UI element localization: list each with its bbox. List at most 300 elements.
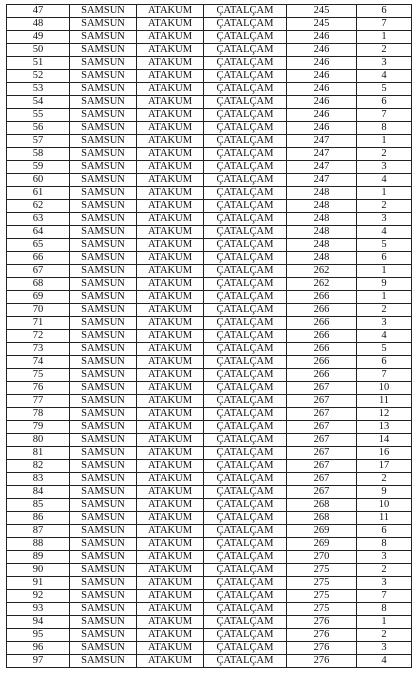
province-cell: SAMSUN xyxy=(70,122,137,135)
row-number-cell: 61 xyxy=(7,187,70,200)
district-cell: ATAKUM xyxy=(137,343,204,356)
neighborhood-cell: ÇATALÇAM xyxy=(204,564,287,577)
row-number-cell: 66 xyxy=(7,252,70,265)
parcel-number-cell: 2 xyxy=(357,44,412,57)
province-cell: SAMSUN xyxy=(70,616,137,629)
table-row xyxy=(7,109,412,122)
district-cell: ATAKUM xyxy=(137,460,204,473)
district-cell: ATAKUM xyxy=(137,486,204,499)
province-cell: SAMSUN xyxy=(70,434,137,447)
parcel-number-cell: 1 xyxy=(357,291,412,304)
neighborhood-cell: ÇATALÇAM xyxy=(204,577,287,590)
parcel-number-cell: 9 xyxy=(357,486,412,499)
row-number-cell: 95 xyxy=(7,629,70,642)
district-cell: ATAKUM xyxy=(137,616,204,629)
parcel-number-cell: 16 xyxy=(357,447,412,460)
table-row xyxy=(7,213,412,226)
table-row xyxy=(7,265,412,278)
parcel-number-cell: 5 xyxy=(357,83,412,96)
parcel-number-cell: 11 xyxy=(357,512,412,525)
row-number-cell: 75 xyxy=(7,369,70,382)
table-row xyxy=(7,330,412,343)
neighborhood-cell: ÇATALÇAM xyxy=(204,265,287,278)
district-cell: ATAKUM xyxy=(137,629,204,642)
district-cell: ATAKUM xyxy=(137,421,204,434)
province-cell: SAMSUN xyxy=(70,551,137,564)
province-cell: SAMSUN xyxy=(70,278,137,291)
block-number-cell: 267 xyxy=(287,421,357,434)
neighborhood-cell: ÇATALÇAM xyxy=(204,330,287,343)
province-cell: SAMSUN xyxy=(70,174,137,187)
parcel-number-cell: 5 xyxy=(357,239,412,252)
parcel-number-cell: 10 xyxy=(357,499,412,512)
row-number-cell: 76 xyxy=(7,382,70,395)
district-cell: ATAKUM xyxy=(137,317,204,330)
neighborhood-cell: ÇATALÇAM xyxy=(204,343,287,356)
block-number-cell: 267 xyxy=(287,395,357,408)
neighborhood-cell: ÇATALÇAM xyxy=(204,18,287,31)
district-cell: ATAKUM xyxy=(137,538,204,551)
parcel-table xyxy=(6,4,412,668)
parcel-number-cell: 10 xyxy=(357,382,412,395)
block-number-cell: 246 xyxy=(287,122,357,135)
parcel-list-sheet xyxy=(6,4,411,668)
district-cell: ATAKUM xyxy=(137,187,204,200)
row-number-cell: 87 xyxy=(7,525,70,538)
parcel-number-cell: 5 xyxy=(357,343,412,356)
table-row xyxy=(7,395,412,408)
block-number-cell: 246 xyxy=(287,57,357,70)
table-row xyxy=(7,460,412,473)
block-number-cell: 269 xyxy=(287,538,357,551)
block-number-cell: 266 xyxy=(287,343,357,356)
province-cell: SAMSUN xyxy=(70,291,137,304)
province-cell: SAMSUN xyxy=(70,343,137,356)
province-cell: SAMSUN xyxy=(70,96,137,109)
row-number-cell: 63 xyxy=(7,213,70,226)
neighborhood-cell: ÇATALÇAM xyxy=(204,408,287,421)
district-cell: ATAKUM xyxy=(137,655,204,668)
block-number-cell: 247 xyxy=(287,174,357,187)
district-cell: ATAKUM xyxy=(137,200,204,213)
district-cell: ATAKUM xyxy=(137,44,204,57)
parcel-number-cell: 3 xyxy=(357,57,412,70)
row-number-cell: 55 xyxy=(7,109,70,122)
province-cell: SAMSUN xyxy=(70,330,137,343)
province-cell: SAMSUN xyxy=(70,200,137,213)
parcel-number-cell: 2 xyxy=(357,629,412,642)
neighborhood-cell: ÇATALÇAM xyxy=(204,148,287,161)
table-row xyxy=(7,70,412,83)
block-number-cell: 269 xyxy=(287,525,357,538)
row-number-cell: 85 xyxy=(7,499,70,512)
block-number-cell: 275 xyxy=(287,577,357,590)
block-number-cell: 246 xyxy=(287,70,357,83)
district-cell: ATAKUM xyxy=(137,122,204,135)
neighborhood-cell: ÇATALÇAM xyxy=(204,187,287,200)
table-row xyxy=(7,18,412,31)
parcel-number-cell: 3 xyxy=(357,317,412,330)
parcel-number-cell: 3 xyxy=(357,161,412,174)
table-row xyxy=(7,343,412,356)
province-cell: SAMSUN xyxy=(70,447,137,460)
block-number-cell: 267 xyxy=(287,460,357,473)
neighborhood-cell: ÇATALÇAM xyxy=(204,382,287,395)
row-number-cell: 47 xyxy=(7,5,70,18)
neighborhood-cell: ÇATALÇAM xyxy=(204,252,287,265)
district-cell: ATAKUM xyxy=(137,382,204,395)
district-cell: ATAKUM xyxy=(137,109,204,122)
district-cell: ATAKUM xyxy=(137,96,204,109)
district-cell: ATAKUM xyxy=(137,83,204,96)
neighborhood-cell: ÇATALÇAM xyxy=(204,447,287,460)
neighborhood-cell: ÇATALÇAM xyxy=(204,135,287,148)
parcel-number-cell: 11 xyxy=(357,395,412,408)
neighborhood-cell: ÇATALÇAM xyxy=(204,629,287,642)
district-cell: ATAKUM xyxy=(137,577,204,590)
block-number-cell: 262 xyxy=(287,265,357,278)
table-row xyxy=(7,434,412,447)
district-cell: ATAKUM xyxy=(137,330,204,343)
neighborhood-cell: ÇATALÇAM xyxy=(204,57,287,70)
table-row xyxy=(7,96,412,109)
row-number-cell: 59 xyxy=(7,161,70,174)
row-number-cell: 54 xyxy=(7,96,70,109)
table-row xyxy=(7,590,412,603)
table-row xyxy=(7,83,412,96)
district-cell: ATAKUM xyxy=(137,18,204,31)
block-number-cell: 246 xyxy=(287,109,357,122)
province-cell: SAMSUN xyxy=(70,239,137,252)
district-cell: ATAKUM xyxy=(137,395,204,408)
province-cell: SAMSUN xyxy=(70,460,137,473)
province-cell: SAMSUN xyxy=(70,577,137,590)
province-cell: SAMSUN xyxy=(70,642,137,655)
neighborhood-cell: ÇATALÇAM xyxy=(204,434,287,447)
parcel-number-cell: 4 xyxy=(357,174,412,187)
table-row xyxy=(7,382,412,395)
parcel-number-cell: 2 xyxy=(357,304,412,317)
neighborhood-cell: ÇATALÇAM xyxy=(204,174,287,187)
row-number-cell: 68 xyxy=(7,278,70,291)
parcel-number-cell: 7 xyxy=(357,109,412,122)
province-cell: SAMSUN xyxy=(70,44,137,57)
block-number-cell: 267 xyxy=(287,382,357,395)
table-row xyxy=(7,174,412,187)
row-number-cell: 56 xyxy=(7,122,70,135)
table-row xyxy=(7,239,412,252)
table-row xyxy=(7,161,412,174)
block-number-cell: 247 xyxy=(287,148,357,161)
table-row xyxy=(7,252,412,265)
table-row xyxy=(7,44,412,57)
neighborhood-cell: ÇATALÇAM xyxy=(204,642,287,655)
neighborhood-cell: ÇATALÇAM xyxy=(204,96,287,109)
neighborhood-cell: ÇATALÇAM xyxy=(204,499,287,512)
province-cell: SAMSUN xyxy=(70,57,137,70)
district-cell: ATAKUM xyxy=(137,369,204,382)
province-cell: SAMSUN xyxy=(70,421,137,434)
parcel-number-cell: 17 xyxy=(357,460,412,473)
block-number-cell: 266 xyxy=(287,330,357,343)
parcel-number-cell: 2 xyxy=(357,148,412,161)
row-number-cell: 91 xyxy=(7,577,70,590)
row-number-cell: 84 xyxy=(7,486,70,499)
parcel-number-cell: 3 xyxy=(357,642,412,655)
district-cell: ATAKUM xyxy=(137,161,204,174)
neighborhood-cell: ÇATALÇAM xyxy=(204,460,287,473)
parcel-number-cell: 1 xyxy=(357,265,412,278)
district-cell: ATAKUM xyxy=(137,590,204,603)
neighborhood-cell: ÇATALÇAM xyxy=(204,161,287,174)
neighborhood-cell: ÇATALÇAM xyxy=(204,5,287,18)
block-number-cell: 275 xyxy=(287,603,357,616)
neighborhood-cell: ÇATALÇAM xyxy=(204,356,287,369)
neighborhood-cell: ÇATALÇAM xyxy=(204,421,287,434)
table-row xyxy=(7,148,412,161)
neighborhood-cell: ÇATALÇAM xyxy=(204,83,287,96)
table-row xyxy=(7,616,412,629)
neighborhood-cell: ÇATALÇAM xyxy=(204,525,287,538)
province-cell: SAMSUN xyxy=(70,356,137,369)
table-row xyxy=(7,135,412,148)
row-number-cell: 88 xyxy=(7,538,70,551)
province-cell: SAMSUN xyxy=(70,70,137,83)
neighborhood-cell: ÇATALÇAM xyxy=(204,590,287,603)
table-row xyxy=(7,447,412,460)
neighborhood-cell: ÇATALÇAM xyxy=(204,486,287,499)
parcel-number-cell: 3 xyxy=(357,551,412,564)
province-cell: SAMSUN xyxy=(70,226,137,239)
parcel-number-cell: 2 xyxy=(357,473,412,486)
block-number-cell: 248 xyxy=(287,252,357,265)
neighborhood-cell: ÇATALÇAM xyxy=(204,616,287,629)
neighborhood-cell: ÇATALÇAM xyxy=(204,109,287,122)
table-row xyxy=(7,525,412,538)
parcel-number-cell: 1 xyxy=(357,616,412,629)
row-number-cell: 93 xyxy=(7,603,70,616)
province-cell: SAMSUN xyxy=(70,408,137,421)
row-number-cell: 82 xyxy=(7,460,70,473)
district-cell: ATAKUM xyxy=(137,525,204,538)
province-cell: SAMSUN xyxy=(70,395,137,408)
parcel-number-cell: 1 xyxy=(357,187,412,200)
province-cell: SAMSUN xyxy=(70,603,137,616)
neighborhood-cell: ÇATALÇAM xyxy=(204,551,287,564)
parcel-number-cell: 8 xyxy=(357,603,412,616)
row-number-cell: 77 xyxy=(7,395,70,408)
parcel-number-cell: 7 xyxy=(357,18,412,31)
table-row xyxy=(7,291,412,304)
neighborhood-cell: ÇATALÇAM xyxy=(204,603,287,616)
neighborhood-cell: ÇATALÇAM xyxy=(204,291,287,304)
block-number-cell: 276 xyxy=(287,629,357,642)
province-cell: SAMSUN xyxy=(70,18,137,31)
neighborhood-cell: ÇATALÇAM xyxy=(204,369,287,382)
row-number-cell: 72 xyxy=(7,330,70,343)
province-cell: SAMSUN xyxy=(70,213,137,226)
row-number-cell: 74 xyxy=(7,356,70,369)
row-number-cell: 78 xyxy=(7,408,70,421)
district-cell: ATAKUM xyxy=(137,57,204,70)
province-cell: SAMSUN xyxy=(70,369,137,382)
province-cell: SAMSUN xyxy=(70,525,137,538)
table-row xyxy=(7,486,412,499)
row-number-cell: 71 xyxy=(7,317,70,330)
province-cell: SAMSUN xyxy=(70,564,137,577)
neighborhood-cell: ÇATALÇAM xyxy=(204,512,287,525)
neighborhood-cell: ÇATALÇAM xyxy=(204,31,287,44)
province-cell: SAMSUN xyxy=(70,304,137,317)
neighborhood-cell: ÇATALÇAM xyxy=(204,304,287,317)
row-number-cell: 80 xyxy=(7,434,70,447)
parcel-number-cell: 6 xyxy=(357,356,412,369)
block-number-cell: 262 xyxy=(287,278,357,291)
neighborhood-cell: ÇATALÇAM xyxy=(204,239,287,252)
district-cell: ATAKUM xyxy=(137,447,204,460)
block-number-cell: 268 xyxy=(287,499,357,512)
parcel-number-cell: 6 xyxy=(357,525,412,538)
parcel-number-cell: 7 xyxy=(357,590,412,603)
row-number-cell: 79 xyxy=(7,421,70,434)
row-number-cell: 57 xyxy=(7,135,70,148)
parcel-number-cell: 6 xyxy=(357,252,412,265)
table-row xyxy=(7,538,412,551)
parcel-number-cell: 14 xyxy=(357,434,412,447)
block-number-cell: 245 xyxy=(287,5,357,18)
district-cell: ATAKUM xyxy=(137,291,204,304)
neighborhood-cell: ÇATALÇAM xyxy=(204,200,287,213)
row-number-cell: 60 xyxy=(7,174,70,187)
district-cell: ATAKUM xyxy=(137,551,204,564)
parcel-number-cell: 3 xyxy=(357,577,412,590)
district-cell: ATAKUM xyxy=(137,278,204,291)
table-row xyxy=(7,603,412,616)
table-row xyxy=(7,564,412,577)
province-cell: SAMSUN xyxy=(70,382,137,395)
table-row xyxy=(7,577,412,590)
neighborhood-cell: ÇATALÇAM xyxy=(204,395,287,408)
row-number-cell: 51 xyxy=(7,57,70,70)
parcel-number-cell: 13 xyxy=(357,421,412,434)
row-number-cell: 52 xyxy=(7,70,70,83)
block-number-cell: 266 xyxy=(287,317,357,330)
parcel-number-cell: 7 xyxy=(357,369,412,382)
district-cell: ATAKUM xyxy=(137,226,204,239)
block-number-cell: 276 xyxy=(287,616,357,629)
row-number-cell: 50 xyxy=(7,44,70,57)
neighborhood-cell: ÇATALÇAM xyxy=(204,278,287,291)
province-cell: SAMSUN xyxy=(70,31,137,44)
block-number-cell: 267 xyxy=(287,434,357,447)
row-number-cell: 67 xyxy=(7,265,70,278)
block-number-cell: 266 xyxy=(287,356,357,369)
parcel-number-cell: 6 xyxy=(357,96,412,109)
parcel-number-cell: 6 xyxy=(357,5,412,18)
district-cell: ATAKUM xyxy=(137,5,204,18)
table-row xyxy=(7,473,412,486)
neighborhood-cell: ÇATALÇAM xyxy=(204,538,287,551)
neighborhood-cell: ÇATALÇAM xyxy=(204,70,287,83)
neighborhood-cell: ÇATALÇAM xyxy=(204,655,287,668)
block-number-cell: 248 xyxy=(287,213,357,226)
block-number-cell: 267 xyxy=(287,486,357,499)
district-cell: ATAKUM xyxy=(137,252,204,265)
district-cell: ATAKUM xyxy=(137,135,204,148)
table-row xyxy=(7,5,412,18)
neighborhood-cell: ÇATALÇAM xyxy=(204,122,287,135)
block-number-cell: 276 xyxy=(287,655,357,668)
row-number-cell: 73 xyxy=(7,343,70,356)
neighborhood-cell: ÇATALÇAM xyxy=(204,226,287,239)
block-number-cell: 267 xyxy=(287,447,357,460)
parcel-number-cell: 3 xyxy=(357,213,412,226)
province-cell: SAMSUN xyxy=(70,655,137,668)
block-number-cell: 247 xyxy=(287,135,357,148)
block-number-cell: 266 xyxy=(287,304,357,317)
table-row xyxy=(7,369,412,382)
province-cell: SAMSUN xyxy=(70,486,137,499)
row-number-cell: 65 xyxy=(7,239,70,252)
table-row xyxy=(7,187,412,200)
table-row xyxy=(7,278,412,291)
table-row xyxy=(7,304,412,317)
province-cell: SAMSUN xyxy=(70,135,137,148)
district-cell: ATAKUM xyxy=(137,473,204,486)
table-row xyxy=(7,356,412,369)
district-cell: ATAKUM xyxy=(137,31,204,44)
province-cell: SAMSUN xyxy=(70,473,137,486)
block-number-cell: 245 xyxy=(287,18,357,31)
block-number-cell: 248 xyxy=(287,239,357,252)
province-cell: SAMSUN xyxy=(70,629,137,642)
table-row xyxy=(7,642,412,655)
neighborhood-cell: ÇATALÇAM xyxy=(204,213,287,226)
parcel-number-cell: 9 xyxy=(357,278,412,291)
district-cell: ATAKUM xyxy=(137,512,204,525)
province-cell: SAMSUN xyxy=(70,265,137,278)
block-number-cell: 248 xyxy=(287,226,357,239)
table-body xyxy=(7,5,412,668)
block-number-cell: 246 xyxy=(287,44,357,57)
district-cell: ATAKUM xyxy=(137,70,204,83)
province-cell: SAMSUN xyxy=(70,252,137,265)
parcel-number-cell: 4 xyxy=(357,655,412,668)
parcel-number-cell: 4 xyxy=(357,226,412,239)
row-number-cell: 49 xyxy=(7,31,70,44)
block-number-cell: 275 xyxy=(287,564,357,577)
district-cell: ATAKUM xyxy=(137,499,204,512)
table-row xyxy=(7,512,412,525)
province-cell: SAMSUN xyxy=(70,590,137,603)
block-number-cell: 266 xyxy=(287,291,357,304)
parcel-number-cell: 1 xyxy=(357,135,412,148)
block-number-cell: 268 xyxy=(287,512,357,525)
block-number-cell: 267 xyxy=(287,408,357,421)
province-cell: SAMSUN xyxy=(70,109,137,122)
block-number-cell: 247 xyxy=(287,161,357,174)
row-number-cell: 86 xyxy=(7,512,70,525)
district-cell: ATAKUM xyxy=(137,642,204,655)
table-row xyxy=(7,317,412,330)
district-cell: ATAKUM xyxy=(137,148,204,161)
table-row xyxy=(7,57,412,70)
row-number-cell: 48 xyxy=(7,18,70,31)
district-cell: ATAKUM xyxy=(137,239,204,252)
province-cell: SAMSUN xyxy=(70,512,137,525)
province-cell: SAMSUN xyxy=(70,538,137,551)
row-number-cell: 70 xyxy=(7,304,70,317)
